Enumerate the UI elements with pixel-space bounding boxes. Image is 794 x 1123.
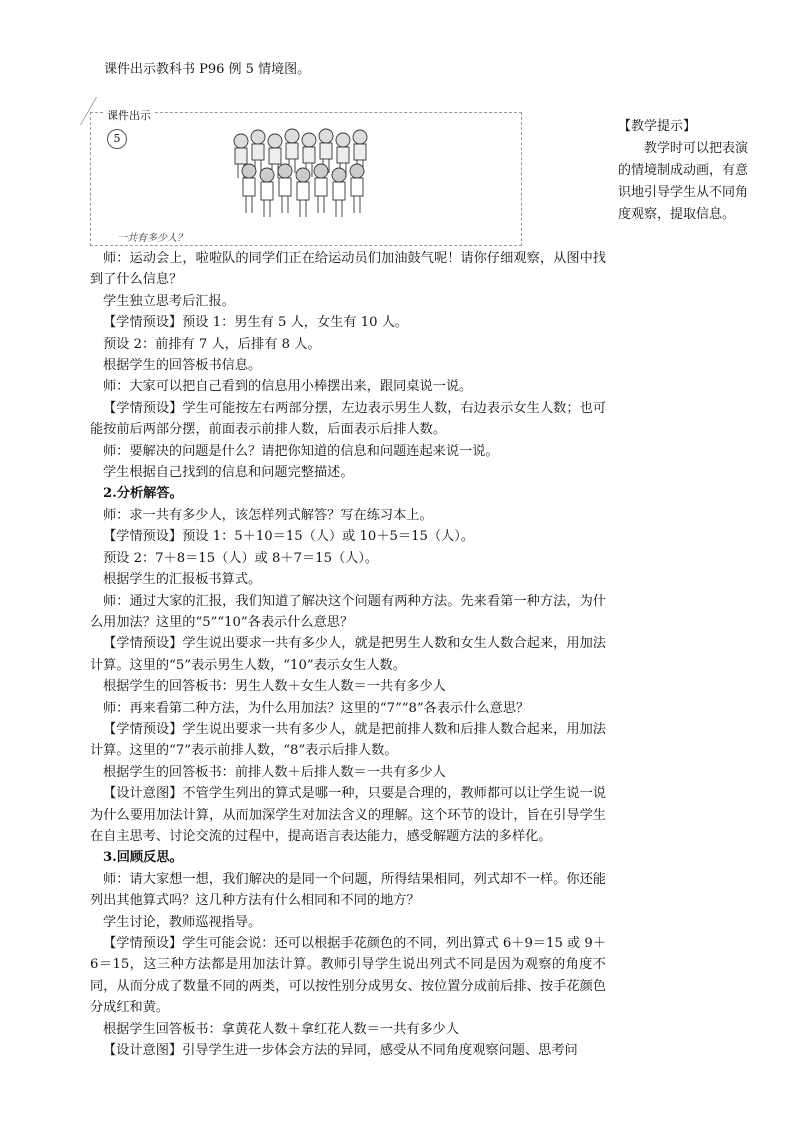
paragraph: 【学情预设】预设 1：男生有 5 人，女生有 10 人。: [103, 315, 409, 331]
paragraph: 师：通过大家的汇报，我们知道了解决这个问题有两种方法。先来看第一种方法，为什么用加法？这里的“5”“10”各表示什么意思？: [90, 593, 606, 630]
example-number-badge: 5: [107, 129, 127, 149]
paragraph: 【设计意图】不管学生列出的算式是哪一种，只要是合理的，教师都可以让学生说一说为什么要用加法计算，从而加深学生对加法含义的理解。这个环节的设计，旨在引导学生在自主思考、讨论交流的过程中，提高语言表达能力，感受解题方法的多样化。: [90, 786, 606, 844]
paragraph: 师：运动会上，啦啦队的同学们正在给运动员们加油鼓气呢！请你仔细观察，从图中找到了什么信息？: [90, 251, 606, 288]
teaching-tip-body: 教学时可以把表演的情境制成动画，有意识地引导学生从不同角度观察，提取信息。: [618, 141, 749, 222]
figure-question: 一共有多少人？: [117, 233, 187, 244]
paragraph: 学生根据自己找到的信息和问题完整描述。: [103, 465, 354, 481]
paragraph: 根据学生的汇报板书算式。: [103, 572, 262, 588]
paragraph: 根据学生的回答板书：男生人数＋女生人数＝一共有多少人: [103, 679, 446, 695]
paragraph: 师：要解决的问题是什么？请把你知道的信息和问题连起来说一说。: [103, 443, 499, 459]
section-heading: 3.回顾反思。: [103, 850, 183, 866]
cheerleaders-illustration: [231, 123, 371, 227]
section-heading: 2.分析解答。: [103, 486, 183, 502]
paragraph: 师：求一共有多少人，该怎样列式解答？写在练习本上。: [103, 507, 433, 523]
paragraph: 根据学生回答板书：拿黄花人数＋拿红花人数＝一共有多少人: [103, 1021, 460, 1037]
paragraph: 学生独立思考后汇报。: [103, 293, 235, 309]
paragraph: 师：请大家想一想，我们解决的是同一个问题，所得结果相同，列式却不一样。你还能列出其他算式吗？这几种方法有什么相同和不同的地方？: [90, 871, 606, 909]
paragraph: 【学情预设】预设 1：5＋10＝15（人）或 10＋5＝15（人）。: [103, 529, 475, 545]
paragraph: 预设 2：前排有 7 人，后排有 8 人。: [103, 336, 321, 352]
paragraph: 【学情预设】学生说出要求一共有多少人，就是把男生人数和女生人数合起来，用加法计算。这里的“5”表示男生人数，“10”表示女生人数。: [90, 636, 606, 673]
paragraph: 师：再来看第二种方法，为什么用加法？这里的“7”“8”各表示什么意思？: [103, 700, 530, 716]
figure-header: 课件出示: [107, 109, 151, 122]
paragraph: 【设计意图】引导学生进一步体会方法的异同，感受从不同角度观察问题、思考问: [103, 1043, 578, 1059]
paragraph: 根据学生的回答板书信息。: [103, 358, 262, 374]
scenario-figure: [90, 109, 522, 246]
paragraph: 预设 2：7＋8＝15（人）或 8＋7＝15（人）。: [103, 550, 379, 566]
paragraph: 根据学生的回答板书：前排人数＋后排人数＝一共有多少人: [103, 764, 446, 780]
courseware-instruction: 课件出示教科书 P96 例 5 情境图。: [104, 62, 311, 77]
paragraph: 【学情预设】学生说出要求一共有多少人，就是把前排人数和后排人数合起来，用加法计算。这里的“7”表示前排人数，“8”表示后排人数。: [90, 721, 606, 759]
lesson-body: [90, 248, 606, 1061]
paragraph: 师：大家可以把自己看到的信息用小棒摆出来，跟同桌说一说。: [103, 379, 473, 395]
teaching-tip-title: 【教学提示】: [618, 119, 697, 134]
front-row-children: [242, 164, 364, 217]
paragraph: 学生讨论，教师巡视指导。: [103, 914, 262, 930]
paragraph: 【学情预设】学生可能按左右两部分摆，左边表示男生人数，右边表示女生人数；也可能按前后两部分摆，前面表示前排人数，后面表示后排人数。: [90, 400, 606, 438]
teaching-tip: [618, 116, 760, 226]
paragraph: 【学情预设】学生可能会说：还可以根据手花颜色的不同，列出算式 6＋9＝15 或 9＋6＝15，这三种方法都是用加法计算。教师引导学生说出列式不同是因为观察的角度不同，从而分成了数量不同的两类，可以按性别分成男女、按位置分成前后排、按手花颜色分成红和黄。: [90, 936, 606, 1016]
